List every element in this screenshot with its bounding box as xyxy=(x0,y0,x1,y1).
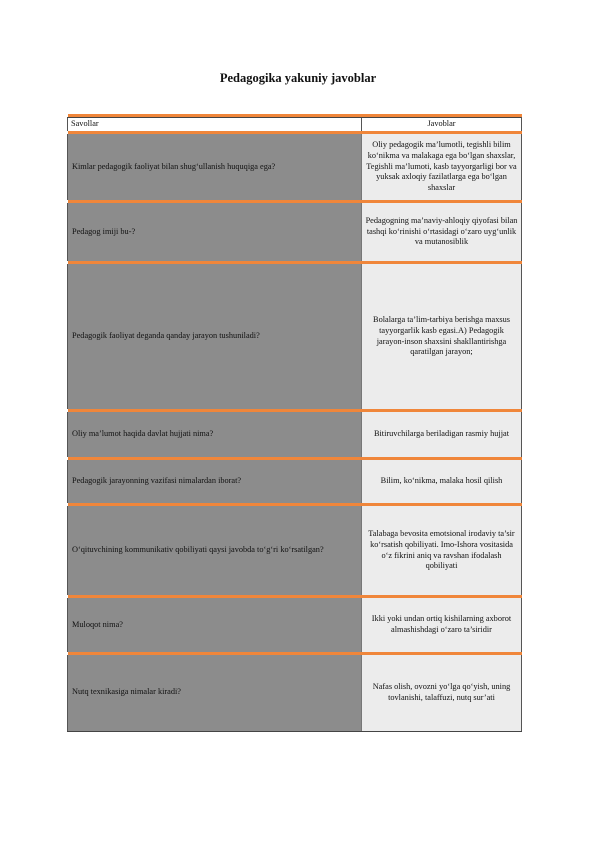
page-title: Pedagogika yakuniy javoblar xyxy=(219,71,377,85)
table-row xyxy=(68,598,522,652)
table-row xyxy=(68,506,522,595)
question-cell: Oliy ma’lumot haqida davlat hujjati nima? xyxy=(68,412,362,457)
table-row xyxy=(68,460,522,503)
question-cell: Pedagogik faoliyat deganda qanday jarayon tushuniladi? xyxy=(68,264,362,409)
answer-cell: Bitiruvchilarga beriladigan rasmiy hujjat xyxy=(362,412,522,457)
question-cell: Pedagog imiji bu-? xyxy=(68,203,362,261)
questions-column-header: Savollar xyxy=(68,118,362,132)
answers-column-header: Javoblar xyxy=(362,118,522,132)
answer-cell: Pedagogning ma’naviy-ahloqiy qiyofasi bilan tashqi ko‘rinishi o‘rtasidagi o‘zaro uyg‘unlik va mutanosiblik xyxy=(362,203,522,261)
answer-cell: Talabaga bevosita emotsional irodaviy ta’sir ko‘rsatish qobiliyati. Imo-Ishora vositasida o‘z fikrini aniq va ravshan ifodalash qobiliyati xyxy=(362,506,522,595)
question-cell: Muloqot nima? xyxy=(68,598,362,652)
table-row xyxy=(68,203,522,261)
question-cell: Nutq texnikasiga nimalar kiradi? xyxy=(68,655,362,731)
answer-cell: Bolalarga ta’lim-tarbiya berishga maxsus tayyorgarlik kasb egasi.A) Pedagogik jarayon-inson shaxsini shakllantirishga qaratilgan jarayon; xyxy=(362,264,522,409)
table-row xyxy=(68,412,522,457)
table-header-row xyxy=(68,118,522,132)
question-cell: Pedagogik jarayonning vazifasi nimalardan iborat? xyxy=(68,460,362,503)
question-cell: Kimlar pedagogik faoliyat bilan shug‘ullanish huquqiga ega? xyxy=(68,134,362,200)
question-cell: O‘qituvchining kommunikativ qobiliyati qaysi javobda to‘g‘ri ko‘rsatilgan? xyxy=(68,506,362,595)
table-row xyxy=(68,134,522,200)
table-row xyxy=(68,655,522,731)
answer-cell: Ikki yoki undan ortiq kishilarning axborot almashishdagi o‘zaro ta’siridir xyxy=(362,598,522,652)
answer-cell: Oliy pedagogik ma’lumotli, tegishli bilim ko‘nikma va malakaga ega bo‘lgan shaxslar, Tegishli ma’lumoti, kasb tayyorgarligi bor va yuksak axloqiy fazilatlarga ega bo‘lgan shaxslar xyxy=(362,134,522,200)
table-row xyxy=(68,264,522,409)
qa-table xyxy=(67,114,522,732)
answer-cell: Nafas olish, ovozni yo‘lga qo‘yish, uning tovlanishi, talaffuzi, nutq sur’ati xyxy=(362,655,522,731)
answer-cell: Bilim, ko‘nikma, malaka hosil qilish xyxy=(362,460,522,503)
